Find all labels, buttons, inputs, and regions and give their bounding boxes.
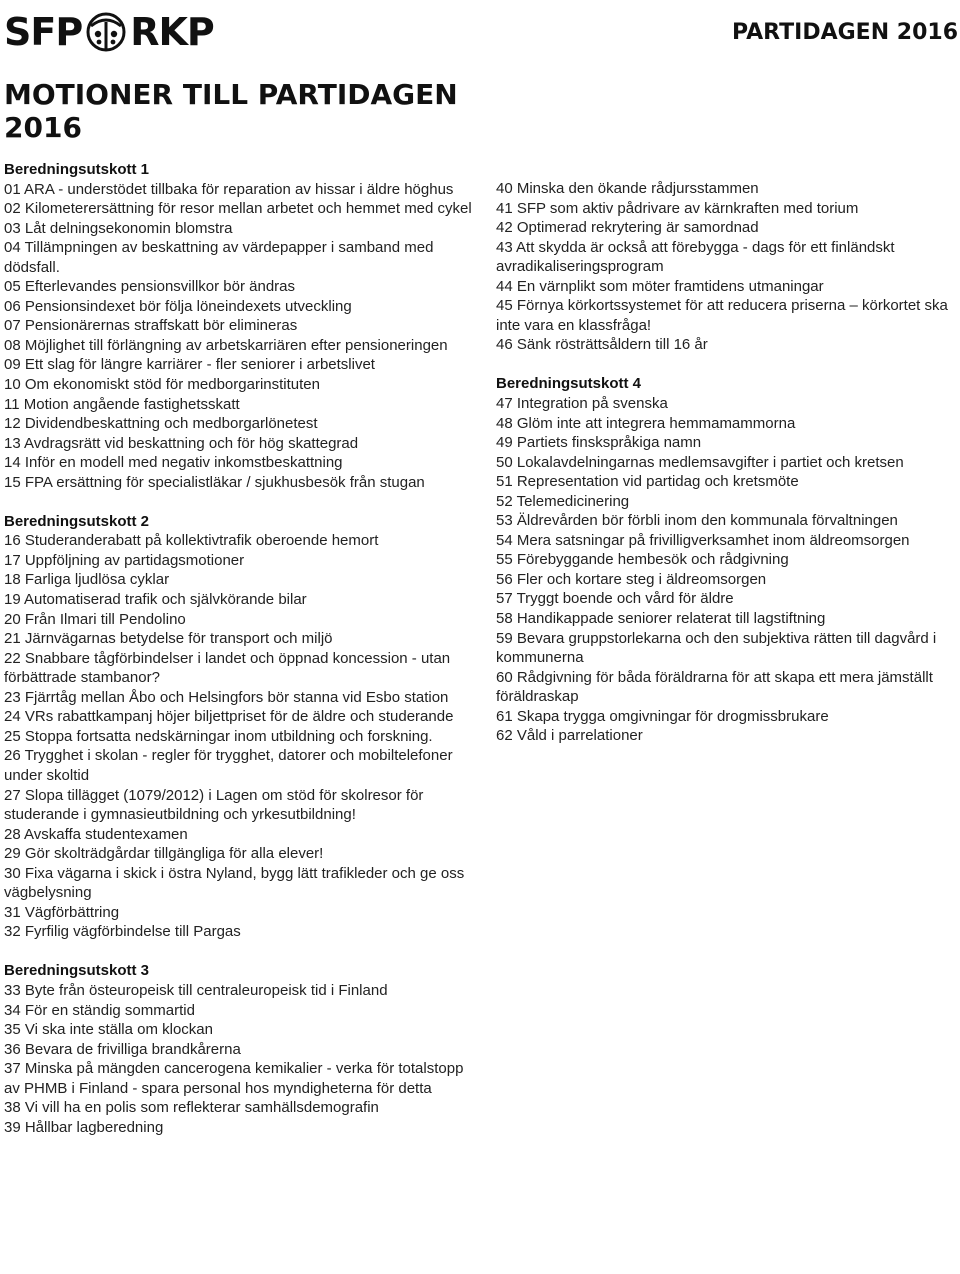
motion-item: 57 Tryggt boende och vård för äldre	[496, 590, 734, 608]
motion-list	[496, 179, 956, 355]
motion-item: 16 Studeranderabatt på kollektivtrafik oberoende hemort	[4, 532, 379, 550]
motion-item: 05 Efterlevandes pensionsvillkor bör ändras	[4, 278, 295, 296]
motion-section	[496, 374, 956, 745]
motion-item: 01 ARA - understödet tillbaka för reparation av hissar i äldre höghus	[4, 180, 454, 198]
motion-list	[4, 531, 472, 941]
motion-item: 41 SFP som aktiv pådrivare av kärnkraften med torium	[496, 199, 859, 217]
motion-section	[4, 160, 472, 492]
motion-item: 55 Förebyggande hembesök och rådgivning	[496, 551, 789, 569]
left-column	[4, 160, 472, 1157]
party-logo	[4, 6, 214, 58]
motion-item: 22 Snabbare tågförbindelser i landet och öppnad koncession - utan förbättrade stambanor?	[4, 649, 451, 687]
motion-item: 54 Mera satsningar på frivilligverksamhet inom äldreomsorgen	[496, 531, 910, 549]
motion-item: 33 Byte från östeuropeisk till centraleuropeisk tid i Finland	[4, 981, 388, 999]
right-column	[496, 179, 956, 765]
motion-item: 08 Möjlighet till förlängning av arbetskarriären efter pensioneringen	[4, 336, 448, 354]
motion-list	[4, 180, 472, 493]
motion-item: 15 FPA ersättning för specialistläkar / sjukhusbesök från stugan	[4, 473, 425, 491]
motion-item: 36 Bevara de frivilliga brandkårerna	[4, 1040, 241, 1058]
motion-item: 60 Rådgivning för båda föräldrarna för att skapa ett mera jämställt föräldraskap	[496, 668, 933, 706]
motion-item: 09 Ett slag för längre karriärer - fler seniorer i arbetslivet	[4, 356, 375, 374]
motion-section	[4, 512, 472, 942]
section-heading: Beredningsutskott 3	[4, 962, 150, 980]
motion-item: 35 Vi ska inte ställa om klockan	[4, 1021, 213, 1039]
motion-item: 47 Integration på svenska	[496, 395, 668, 413]
motion-item: 26 Trygghet i skolan - regler för trygghet, datorer och mobiltelefoner under skoltid	[4, 747, 453, 784]
motion-item: 34 För en ständig sommartid	[4, 1001, 195, 1019]
motion-item: 40 Minska den ökande rådjursstammen	[496, 180, 759, 197]
motion-item: 23 Fjärrtåg mellan Åbo och Helsingfors bör stanna vid Esbo station	[4, 688, 449, 706]
motion-item: 28 Avskaffa studentexamen	[4, 825, 188, 843]
motion-item: 30 Fixa vägarna i skick i östra Nyland, bygg lätt trafikleder och ge oss vägbelysning	[4, 864, 465, 902]
motion-item: 61 Skapa trygga omgivningar för drogmissbrukare	[496, 707, 829, 725]
motion-item: 51 Representation vid partidag och kretsmöte	[496, 473, 799, 491]
motion-list	[4, 981, 472, 1137]
motion-item: 31 Vägförbättring	[4, 903, 120, 921]
ladybug-emblem-icon	[86, 12, 126, 52]
logo-text-sfp: SFP	[4, 10, 83, 54]
motion-item: 29 Gör skolträdgårdar tillgängliga för alla elever!	[4, 845, 324, 863]
page-title: MOTIONER TILL PARTIDAGEN 2016	[4, 78, 458, 144]
motion-list	[496, 394, 956, 746]
motion-item: 25 Stoppa fortsatta nedskärningar inom utbildning och forskning.	[4, 727, 433, 745]
motion-item: 27 Slopa tillägget (1079/2012) i Lagen om stöd för skolresor för studerande i gymnasieutbildning och yrkesutbildning!	[4, 786, 424, 824]
motion-item: 53 Äldrevården bör förbli inom den kommunala förvaltningen	[496, 512, 898, 530]
motion-item: 10 Om ekonomiskt stöd för medborgarinstituten	[4, 376, 320, 394]
motion-item: 38 Vi vill ha en polis som reflekterar samhällsdemografin	[4, 1099, 379, 1117]
motion-item: 06 Pensionsindexet bör följa löneindexets utveckling	[4, 297, 352, 315]
motion-item: 04 Tillämpningen av beskattning av värdepapper i samband med dödsfall.	[4, 239, 434, 276]
motion-item: 13 Avdragsrätt vid beskattning och för hög skattegrad	[4, 434, 359, 452]
motion-item: 58 Handikappade seniorer relaterat till lagstiftning	[496, 610, 826, 628]
motion-item: 39 Hållbar lagberedning	[4, 1118, 164, 1136]
motion-item: 24 VRs rabattkampanj höjer biljettpriset för de äldre och studerande	[4, 708, 454, 726]
motion-item: 59 Bevara gruppstorlekarna och den subjektiva rätten till dagvård i kommunerna	[496, 629, 937, 667]
motion-item: 50 Lokalavdelningarnas medlemsavgifter i partiet och kretsen	[496, 453, 904, 471]
motion-item: 07 Pensionärernas straffskatt bör elimineras	[4, 317, 298, 335]
motion-item: 49 Partiets finskspråkiga namn	[496, 434, 702, 452]
motion-item: 02 Kilometerersättning för resor mellan arbetet och hemmet med cykel	[4, 200, 472, 218]
motion-item: 45 Förnya körkortssystemet för att reducera priserna – körkortet ska inte vara en klassfråga!	[496, 297, 948, 334]
section-heading: Beredningsutskott 4	[496, 375, 642, 393]
motion-item: 12 Dividendbeskattning och medborgarlönetest	[4, 415, 318, 433]
motion-item: 21 Järnvägarnas betydelse för transport och miljö	[4, 630, 333, 648]
event-label: PARTIDAGEN 2016	[732, 20, 958, 45]
motion-item: 46 Sänk rösträttsåldern till 16 år	[496, 336, 708, 354]
motion-item: 18 Farliga ljudlösa cyklar	[4, 571, 170, 589]
motion-item: 03 Låt delningsekonomin blomstra	[4, 219, 233, 237]
motion-section	[4, 961, 472, 1137]
motion-item: 20 Från Ilmari till Pendolino	[4, 610, 186, 628]
logo-text-rkp: RKP	[130, 10, 214, 54]
motion-item: 42 Optimerad rekrytering är samordnad	[496, 219, 759, 237]
motion-item: 48 Glöm inte att integrera hemmamammorna	[496, 414, 796, 432]
motion-item: 52 Telemedicinering	[496, 492, 630, 510]
motion-item: 44 En värnplikt som möter framtidens utmaningar	[496, 277, 824, 295]
motion-item: 17 Uppföljning av partidagsmotioner	[4, 551, 245, 569]
section-heading: Beredningsutskott 1	[4, 161, 150, 178]
motion-item: 32 Fyrfilig vägförbindelse till Pargas	[4, 923, 241, 941]
motion-item: 62 Våld i parrelationer	[496, 727, 643, 745]
motion-section	[496, 179, 956, 355]
motion-item: 43 Att skydda är också att förebygga - dags för ett finländskt avradikaliseringsprogram	[496, 238, 895, 276]
motion-item: 11 Motion angående fastighetsskatt	[4, 395, 240, 413]
motion-item: 56 Fler och kortare steg i äldreomsorgen	[496, 570, 767, 588]
motion-item: 19 Automatiserad trafik och självkörande bilar	[4, 591, 307, 609]
section-heading: Beredningsutskott 2	[4, 512, 150, 530]
motion-item: 37 Minska på mängden cancerogena kemikalier - verka för totalstopp av PHMB i Finland - spara personal hos myndigheterna för detta	[4, 1060, 464, 1097]
motion-item: 14 Inför en modell med negativ inkomstbeskattning	[4, 454, 343, 472]
